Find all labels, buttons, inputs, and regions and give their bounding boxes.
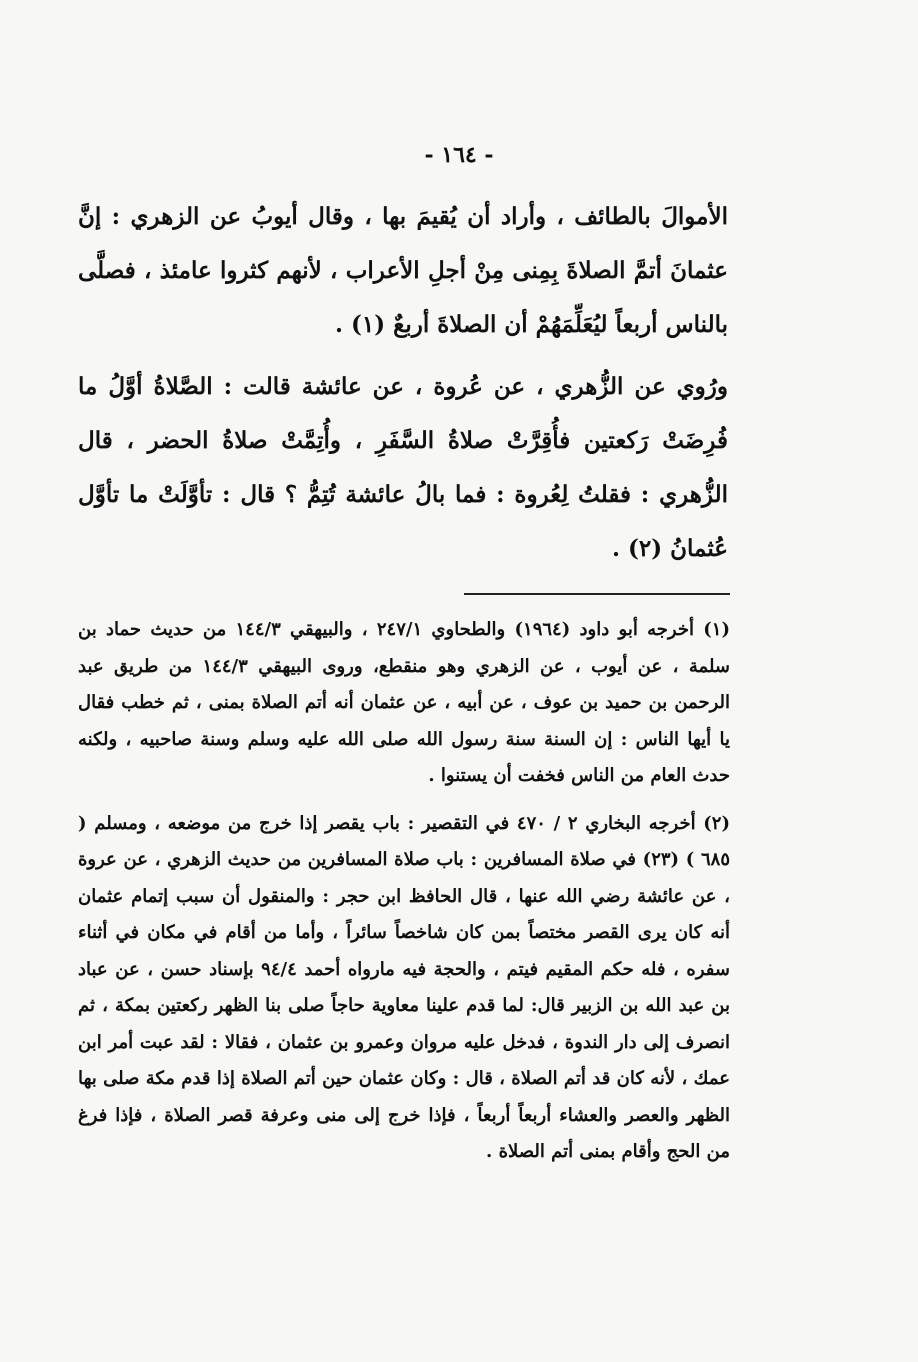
main-text xyxy=(78,190,728,576)
footnote-separator xyxy=(464,593,730,595)
footnote: (١) أخرجه أبو داود (١٩٦٤) والطحاوي ٢٤٧/١ ، والبيهقي ١٤٤/٣ من حديث حماد بن سلمة ، عن أيوب ، عن الزهري وهو منقطع، وروى البيهقي ١٤٤/٣ من طريق عبد الرحمن بن حميد بن عوف ، عن أبيه ، عن عثمان أنه أتم الصلاة بمنى ، ثم خطب فقال يا أيها الناس : إن السنة سنة رسول الله صلى الله عليه وسلم وسنة صاحبيه ، ولكنه حدث العام من الناس فخفت أن يستنوا . xyxy=(78,619,730,786)
body-paragraph: الأموالَ بالطائف ، وأراد أن يُقيمَ بها ، وقال أيوبُ عن الزهري : إنَّ عثمانَ أتمَّ الصلاةَ بِمِنى مِنْ أجلِ الأعراب ، لأنهم كثروا عامئذ ، فصلَّى بالناس أربعاً ليُعَلِّمَهُمْ أن الصلاةَ أربعٌ (١) . xyxy=(78,203,728,338)
footnote: (٢) أخرجه البخاري ٢ / ٤٧٠ في التقصير : باب يقصر إذا خرج من موضعه ، ومسلم ( ٦٨٥ ) (٢٣) في صلاة المسافرين : باب صلاة المسافرين من حديث الزهري ، عن عروة ، عن عائشة رضي الله عنها ، قال الحافظ ابن حجر : والمنقول أن سبب إتمام عثمان أنه كان يرى القصر مختصاً بمن كان شاخصاً سائراً ، وأما من أقام في مكان في أثناء سفره ، فله حكم المقيم فيتم ، والحجة فيه مارواه أحمد ٩٤/٤ بإسناد حسن ، عن عباد بن عبد الله بن الزبير قال: لما قدم علينا معاوية حاجاً صلى بنا الظهر ركعتين بمكة ، ثم انصرف إلى دار الندوة ، فدخل عليه مروان وعمرو بن عثمان ، فقالا : لقد عبت أمر ابن عمك ، لأنه كان قد أتم الصلاة ، قال : وكان عثمان حين أتم الصلاة إذا قدم مكة صلى بها الظهر والعصر والعشاء أربعاً أربعاً ، فإذا خرج إلى منى وعرفة قصر الصلاة ، فإذا فرغ من الحج وأقام بمنى أتم الصلاة . xyxy=(78,812,730,1162)
body-paragraph: ورُوي عن الزُّهري ، عن عُروة ، عن عائشة قالت : الصَّلاةُ أوَّلُ ما فُرِضَتْ رَكعتين فأُقِرَّتْ صلاةُ السَّفَرِ ، وأُتِمَّتْ صلاةُ الحضر ، قال الزُّهري : فقلتُ لِعُروة : فما بالُ عائشة تُتِمُّ ؟ قال : تأوَّلَتْ ما تأوَّل عُثمانُ (٢) . xyxy=(78,373,728,562)
footnotes xyxy=(78,612,730,1171)
page-number: - ١٦٤ - xyxy=(424,142,494,168)
